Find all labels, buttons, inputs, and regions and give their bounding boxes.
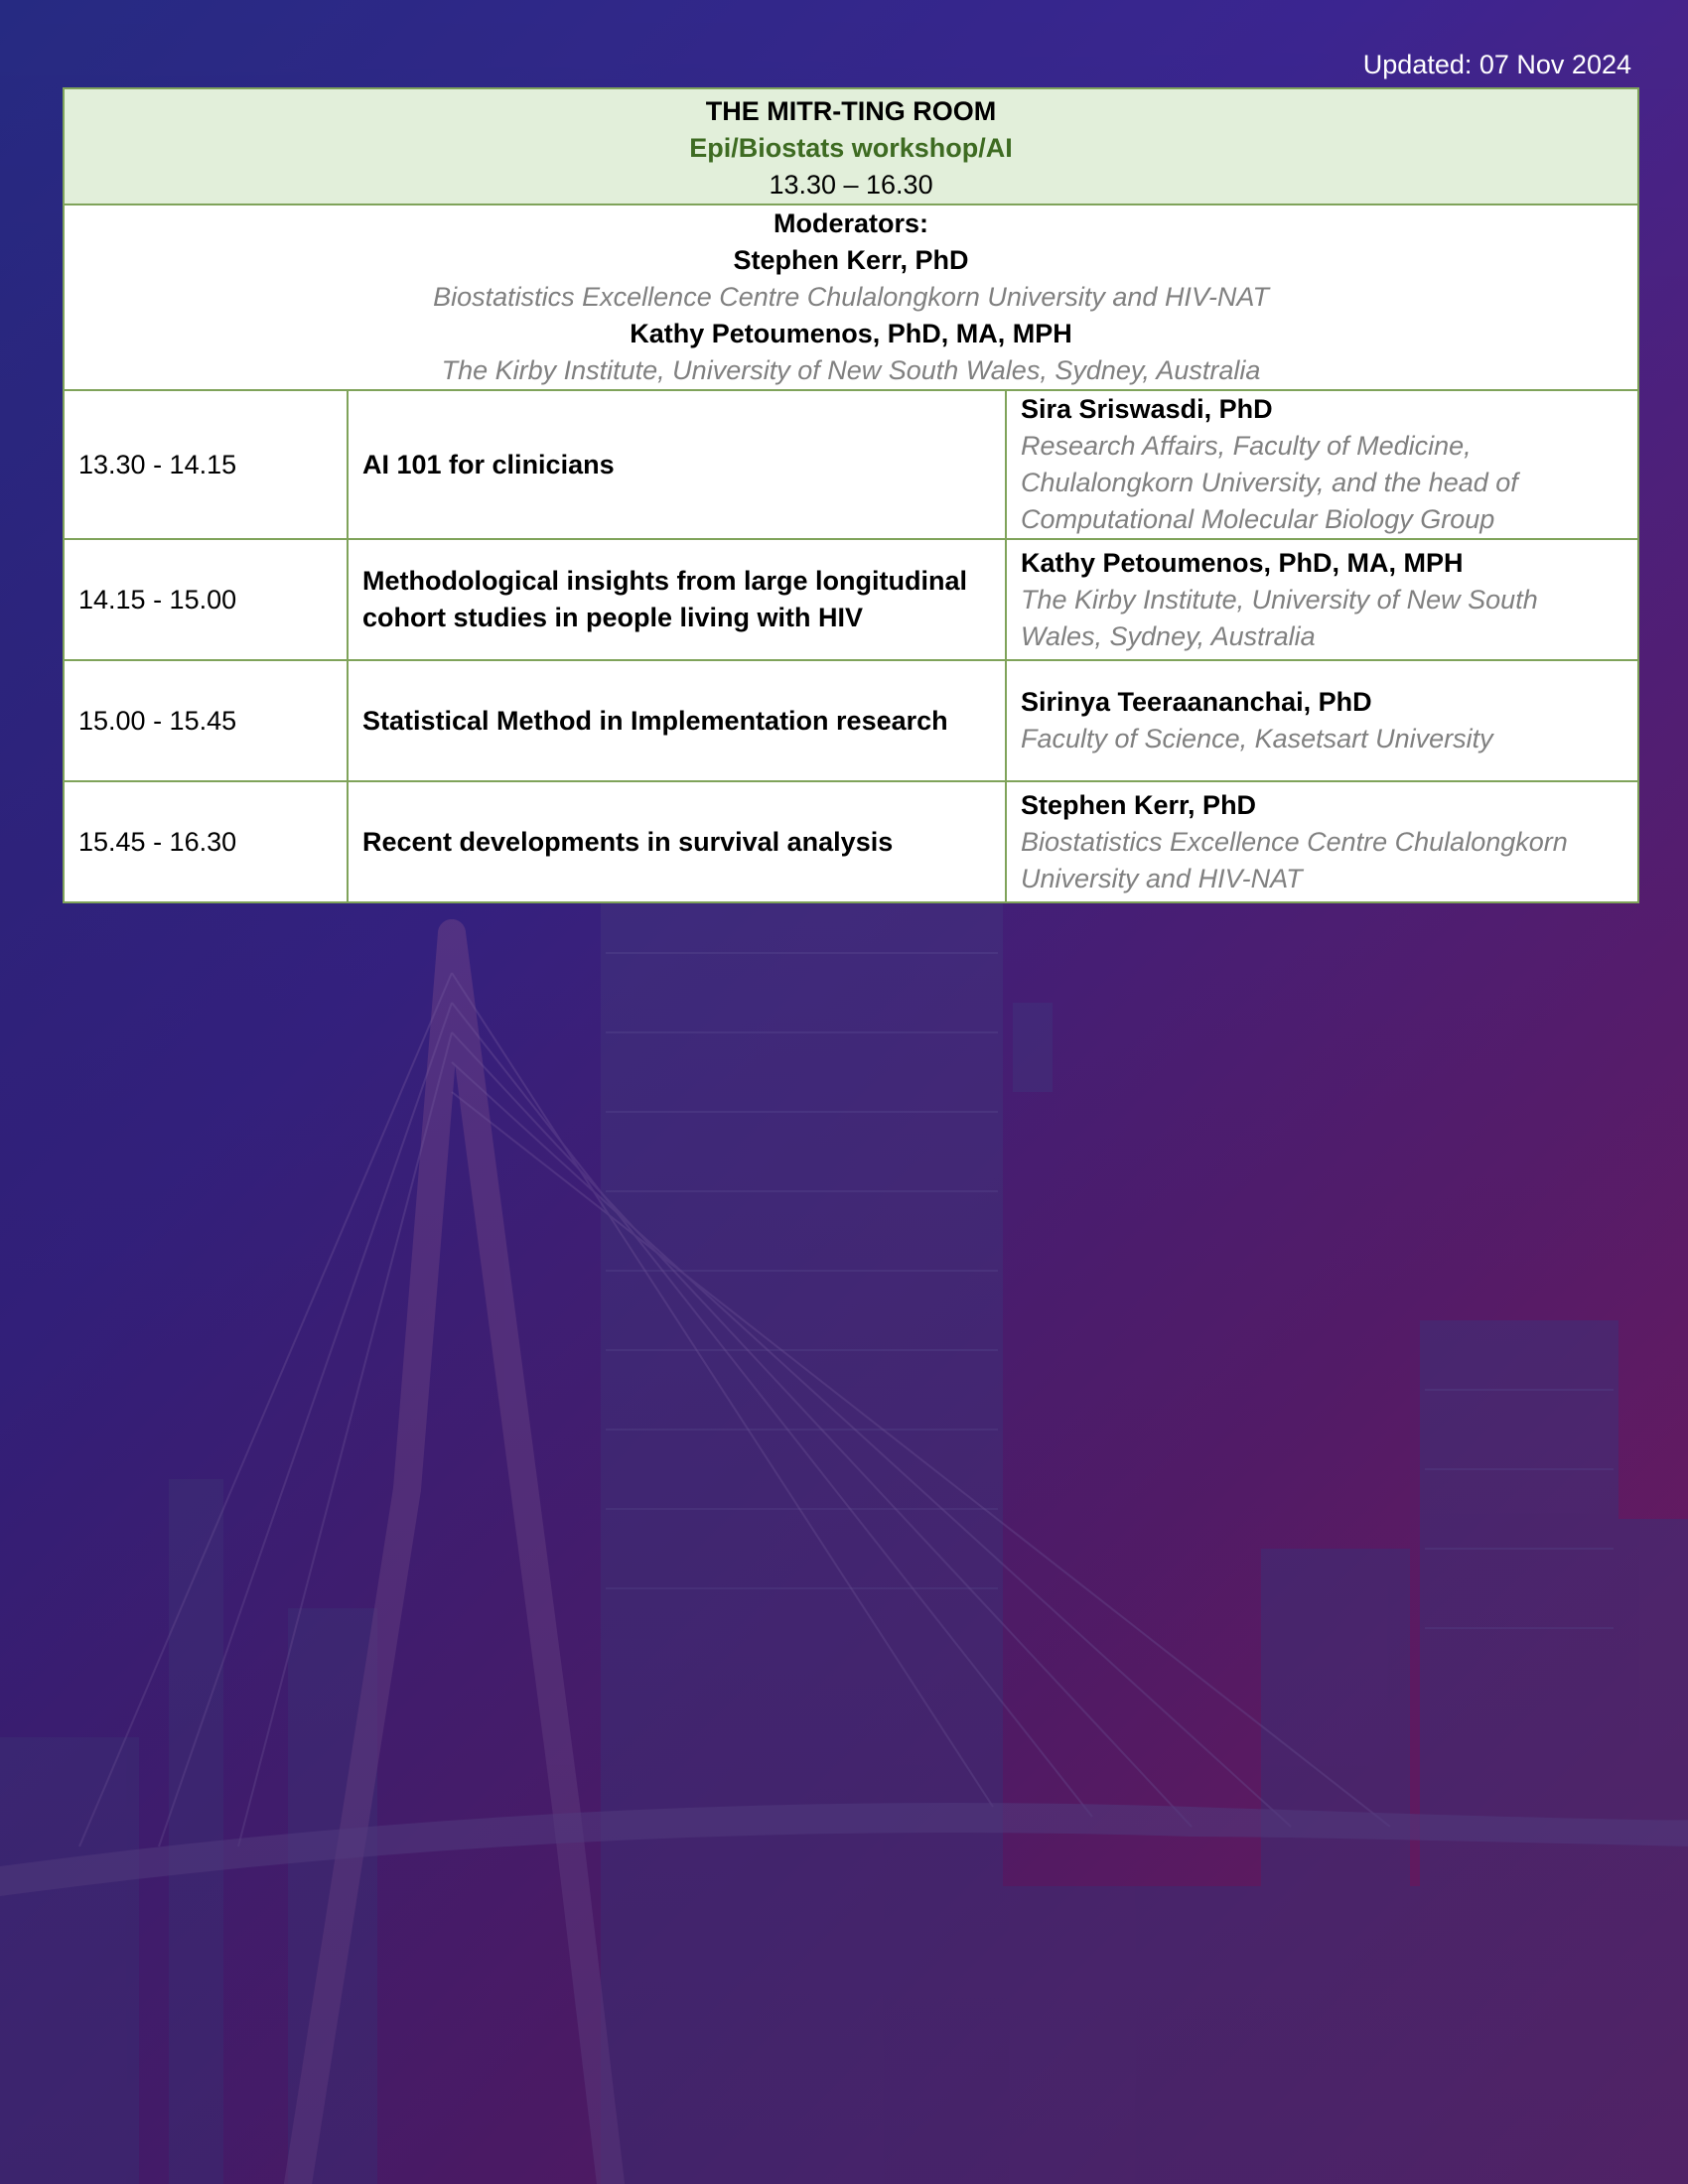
moderators-row [64,205,1638,390]
speaker-affiliation: Biostatistics Excellence Centre Chulalongkorn University and HIV-NAT [1021,826,1568,893]
header-row [64,88,1638,205]
updated-date: Updated: 07 Nov 2024 [1362,50,1631,79]
speaker-affiliation: The Kirby Institute, University of New South Wales, Sydney, Australia [1021,584,1538,651]
talk-time: 15.45 - 16.30 [64,781,348,902]
talk-time: 13.30 - 14.15 [64,390,348,539]
moderator-name: Stephen Kerr, PhD [733,245,969,275]
track-name: Epi/Biostats workshop/AI [689,133,1013,163]
schedule-table [63,87,1639,903]
moderator-affiliation: Biostatistics Excellence Centre Chulalongkorn University and HIV-NAT [433,282,1269,312]
speaker-name: Kathy Petoumenos, PhD, MA, MPH [1021,547,1464,578]
talk-time: 15.00 - 15.45 [64,660,348,781]
table-row [64,660,1638,781]
talk-time: 14.15 - 15.00 [64,539,348,660]
table-row [64,539,1638,660]
session-time: 13.30 – 16.30 [769,170,933,200]
moderator-affiliation: The Kirby Institute, University of New South Wales, Sydney, Australia [441,355,1261,385]
talk-title: AI 101 for clinicians [348,390,1006,539]
speaker-cell [1006,660,1638,781]
speaker-cell [1006,781,1638,902]
session-header [64,88,1638,205]
moderators-label: Moderators: [774,208,929,238]
speaker-name: Stephen Kerr, PhD [1021,789,1257,820]
speaker-name: Sirinya Teeraananchai, PhD [1021,687,1372,717]
talk-title: Statistical Method in Implementation research [348,660,1006,781]
speaker-name: Sira Sriswasdi, PhD [1021,394,1273,424]
speaker-affiliation: Research Affairs, Faculty of Medicine, Chulalongkorn University, and the head of Computational Molecular Biology Group [1021,431,1518,534]
table-row [64,390,1638,539]
room-name: THE MITR-TING ROOM [705,96,997,126]
speaker-affiliation: Faculty of Science, Kasetsart University [1021,724,1493,753]
talk-title: Methodological insights from large longitudinal cohort studies in people living with HIV [348,539,1006,660]
moderators-cell [64,205,1638,390]
talk-title: Recent developments in survival analysis [348,781,1006,902]
speaker-cell [1006,390,1638,539]
speaker-cell [1006,539,1638,660]
moderator-name: Kathy Petoumenos, PhD, MA, MPH [630,319,1072,348]
table-row [64,781,1638,902]
